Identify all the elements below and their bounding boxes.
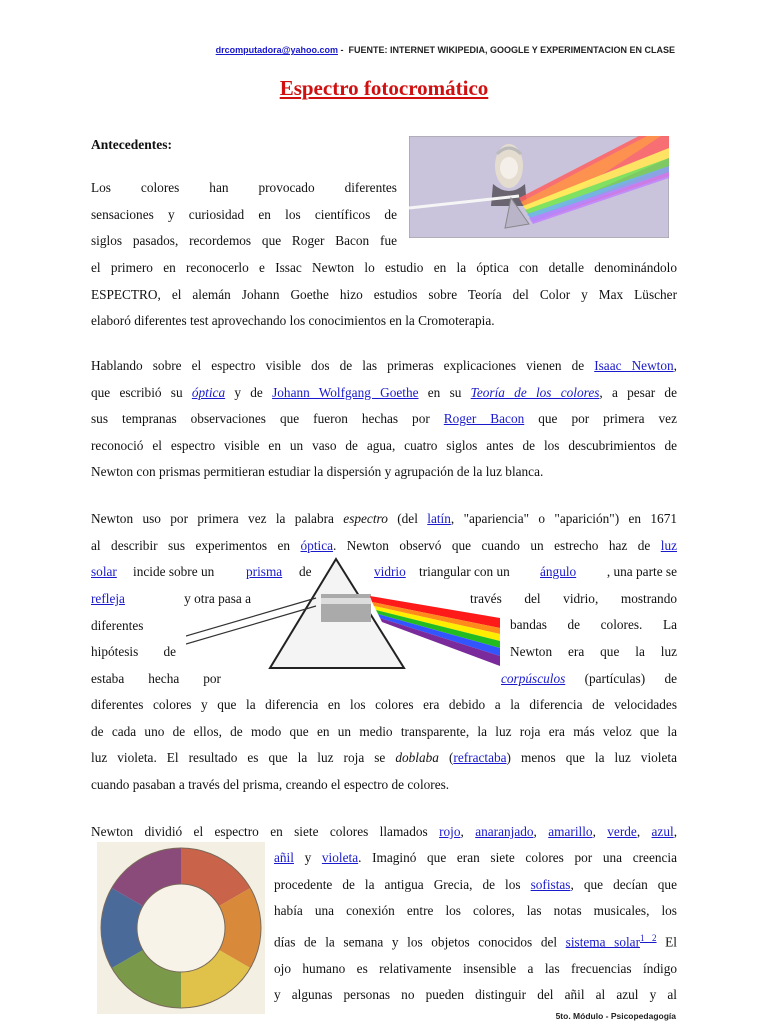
text-line: siglos pasados, recordemos que Roger Bacon fue: [91, 233, 397, 249]
text-span: de: [299, 564, 312, 579]
text-line: de cada uno de ellos, de modo que en un medio transparente, la luz roja era más veloz que la: [91, 723, 677, 739]
header-source: FUENTE: INTERNET WIKIPEDIA, GOOGLE Y EXPERIMENTACION EN CLASE: [348, 45, 675, 55]
text-span: , "apariencia" o "aparición") en 1671: [450, 511, 678, 526]
text-span: luz violeta. El resultado es que la luz roja se: [91, 750, 396, 766]
text-span: (partículas) de: [565, 671, 677, 686]
text-span: al describir sus experimentos en: [91, 537, 301, 553]
link-rojo[interactable]: rojo: [439, 824, 461, 839]
text-span: ,: [673, 358, 677, 373]
paragraph-siete-colores-wrap: [274, 845, 677, 1009]
text-line: [501, 666, 677, 693]
paragraph-newton-espectro-bottom: [91, 692, 677, 798]
link-luz[interactable]: luz: [660, 537, 677, 553]
section-heading-antecedentes: Antecedentes:: [91, 137, 172, 152]
text-span: ,: [592, 824, 608, 839]
text-span: Hablando sobre el espectro visible dos de las primeras explicaciones vienen de: [91, 358, 595, 373]
prism-diagram: [186, 556, 502, 672]
paragraph-prism-wrap-right-2: [510, 612, 677, 665]
text-span: en su: [418, 384, 471, 400]
text-line: había una conexión entre los colores, las notas musicales, los: [274, 903, 677, 919]
word: provocado: [258, 180, 315, 195]
text-span: óptica: [191, 384, 226, 400]
link-angulo[interactable]: ángulo: [540, 564, 577, 579]
text-line: ESPECTRO, el alemán Johann Goethe hizo estudios sobre Teoría del Color y Max Lüscher: [91, 286, 677, 302]
text-line: [91, 745, 677, 772]
word: diferentes: [344, 180, 397, 195]
header-email-link[interactable]: drcomputadora@yahoo.com: [215, 45, 338, 55]
text-line: cuando pasaban a través del prisma, creando el espectro de colores.: [91, 776, 450, 792]
text-span: sus tempranas observaciones que fueron hechas por: [91, 411, 444, 427]
link-anil[interactable]: añil: [274, 850, 294, 865]
newton-rainbow-image: [409, 136, 669, 238]
text-span: corpúsculos: [501, 671, 566, 686]
text-span: doblaba: [395, 750, 439, 766]
link-refractaba[interactable]: refractaba: [453, 750, 507, 766]
text-line: y algunas personas no pueden distinguir del añil al azul y al: [274, 987, 677, 1003]
paragraph-antecedentes-narrow: [91, 175, 397, 255]
text-span: . Newton observó que cuando un estrecho haz de: [333, 537, 661, 553]
text-line: elaboró diferentes test aprovechando los conocimientos en la Cromoterapia.: [91, 313, 495, 329]
paragraph-newton-goethe: [91, 353, 677, 486]
word: Los: [91, 180, 111, 195]
link-isaac-newton[interactable]: Isaac Newton: [594, 358, 674, 373]
text-span: que escribió su: [91, 384, 192, 400]
text-span: Teoría de los colores: [470, 384, 600, 400]
text-span: , a pesar de: [599, 384, 677, 400]
text-span: ,: [460, 824, 476, 839]
word: han: [209, 180, 229, 195]
text-line: bandas de colores. La: [510, 617, 677, 632]
paragraph-antecedentes-full: [91, 255, 677, 335]
link-optica-2[interactable]: óptica: [300, 537, 334, 553]
page-footer: 5to. Módulo - Psicopedagogía: [555, 1011, 676, 1021]
text-line: el primero en reconocerlo e Issac Newton lo estudio en la óptica con detalle denominándolo: [91, 260, 677, 275]
text-line: diferentes: [91, 617, 144, 633]
link-sistema-solar[interactable]: sistema solar: [565, 934, 641, 950]
text-line: través del vidrio, mostrando: [470, 591, 677, 606]
footnote-refs[interactable]: 1 2: [640, 932, 657, 943]
header-separator: -: [337, 45, 346, 55]
text-line: [91, 175, 397, 202]
link-teoria-colores[interactable]: [471, 385, 600, 400]
word: colores: [140, 180, 180, 195]
text-line: Newton con prismas permitieran estudiar la dispersión y agrupación de la luz blanca.: [91, 464, 544, 480]
link-amarillo[interactable]: amarillo: [548, 824, 593, 839]
text-line: [91, 406, 677, 433]
text-span: Newton uso por primera vez la palabra: [91, 511, 344, 526]
text-line: diferentes colores y que la diferencia en los colores era debido a la diferencia de velocidades: [91, 697, 677, 712]
link-refleja[interactable]: refleja: [91, 591, 125, 606]
text-line: [91, 380, 677, 407]
text-span: ,: [673, 824, 678, 839]
text-span: ,: [636, 824, 652, 839]
text-span: procedente de la antigua Grecia, de los: [274, 876, 531, 892]
text-span: incide sobre un: [133, 564, 215, 579]
text-span: El: [656, 934, 677, 950]
link-anaranjado[interactable]: anaranjado: [475, 824, 534, 839]
link-vidrio[interactable]: vidrio: [374, 564, 406, 579]
text-line: hipótesis de: [91, 644, 176, 660]
link-verde[interactable]: verde: [607, 824, 637, 839]
link-violeta[interactable]: violeta: [321, 850, 359, 865]
text-line: [274, 845, 677, 872]
link-goethe[interactable]: Johann Wolfgang Goethe: [272, 384, 419, 400]
text-line: ojo humano es relativamente insensible a las frecuencias índigo: [274, 960, 677, 976]
text-span: , que decían que: [570, 876, 677, 892]
text-span: espectro: [343, 511, 388, 526]
text-span: Newton dividió el espectro en siete colores llamados: [91, 824, 440, 839]
page-title: Espectro fotocromático: [279, 76, 489, 100]
goethe-color-wheel-image: [97, 842, 265, 1014]
link-corpusculos[interactable]: [501, 671, 565, 686]
text-line: estaba hecha por: [91, 670, 221, 686]
text-span: y: [293, 850, 322, 865]
text-span: ) menos que la luz violeta: [506, 750, 677, 766]
text-line: reconoció el espectro visible en un vaso de agua, cuatro siglos antes de los descubrimientos de: [91, 437, 677, 453]
text-span: y otra pasa a: [184, 591, 251, 606]
link-latin[interactable]: latín: [427, 511, 451, 526]
text-line: [274, 872, 677, 899]
text-span: (: [438, 750, 454, 766]
text-line: sensaciones y curiosidad en los científicos de: [91, 206, 397, 222]
text-span: . Imaginó que eran siete colores por una creencia: [358, 850, 677, 865]
link-sofistas[interactable]: sofistas: [530, 876, 571, 892]
text-span: días de la semana y los objetos conocidos del: [274, 934, 566, 950]
link-azul[interactable]: azul: [651, 824, 674, 839]
text-span: y de: [225, 384, 273, 400]
paragraph-newton-espectro-top: [91, 506, 677, 559]
text-span: , una parte se: [606, 564, 677, 579]
paragraph-prism-wrap-right-3: [501, 666, 677, 693]
text-span: (del: [387, 511, 428, 526]
text-line: [91, 353, 677, 380]
text-line: [91, 506, 677, 533]
link-roger-bacon[interactable]: Roger Bacon: [443, 411, 525, 427]
link-prisma[interactable]: prisma: [246, 564, 283, 579]
link-solar[interactable]: solar: [91, 564, 117, 579]
text-line: Newton era que la luz: [510, 643, 677, 659]
link-optica[interactable]: [192, 385, 225, 400]
text-span: triangular con un: [419, 564, 510, 579]
text-line: [274, 925, 677, 956]
text-span: que por primera vez: [524, 411, 677, 427]
text-span: ,: [533, 824, 549, 839]
